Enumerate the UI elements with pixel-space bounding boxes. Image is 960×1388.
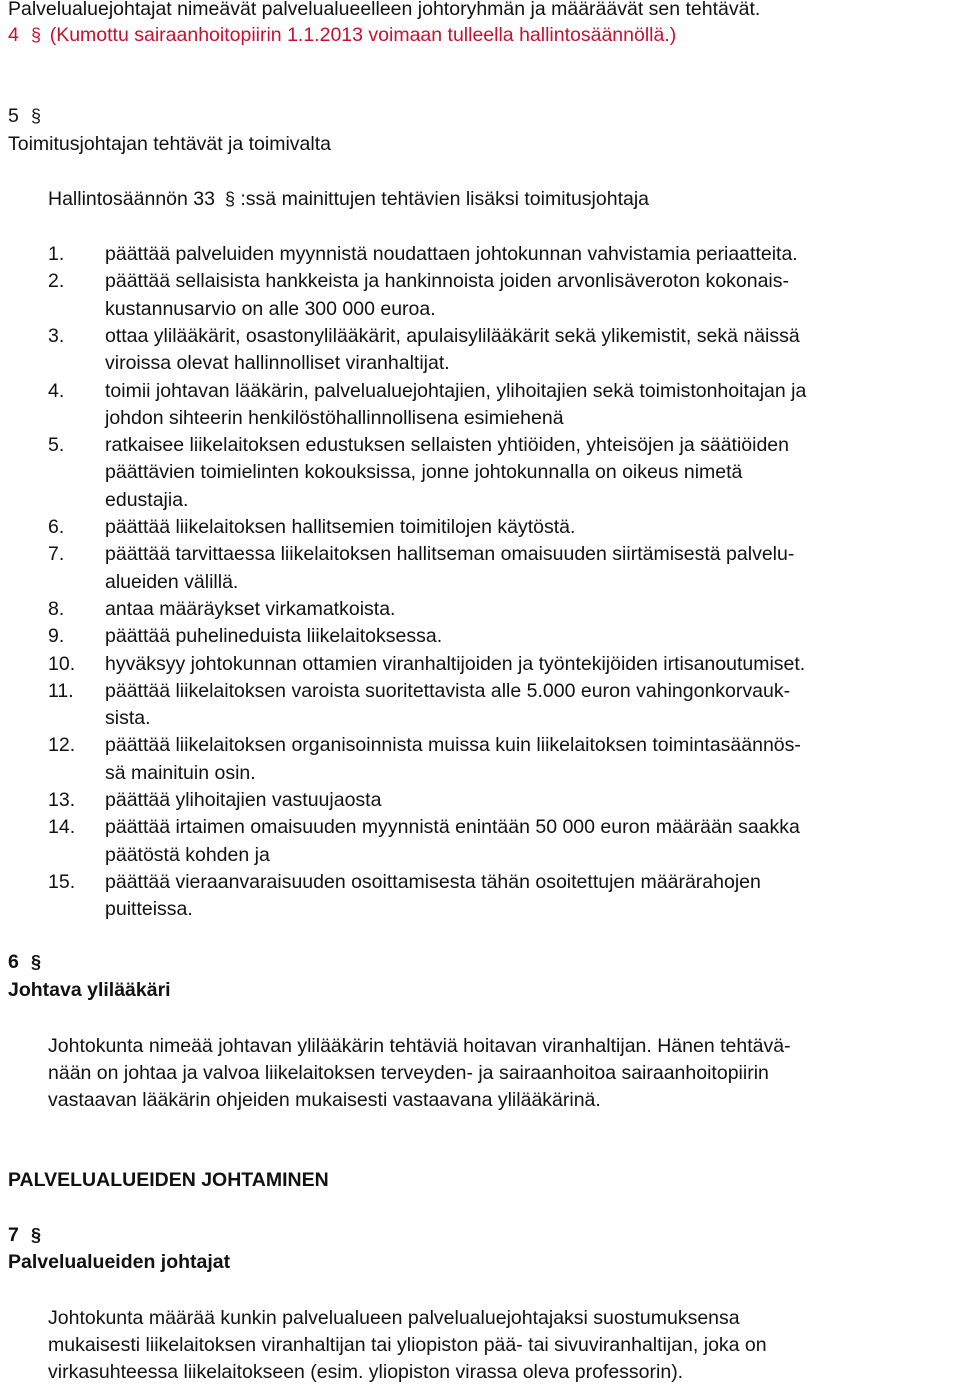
list-item-text: päättää ylihoitajien vastuujaosta [105,789,382,811]
list-item-number: 5. [48,434,65,457]
section-7-number-line [8,1222,44,1249]
list-item-text: edustajia. [105,488,189,511]
section-5-number-line [8,103,44,130]
section-5-intro [48,186,649,213]
list-item-text: sista. [105,707,151,730]
list-item-text: päättää liikelaitoksen varoista suoritettavista alle 5.000 euron vahingonkorvauk- [105,679,791,702]
list-item-number: 12. [48,734,76,757]
svg-text:§: § [31,107,42,125]
list-item-text: sä mainituin osin. [105,761,256,784]
list-item-text: päätöstä kohden ja [105,843,270,866]
section-sign-icon [224,190,238,208]
intro-line: Palvelualuejohtajat nimeävät palvelualueelleen johtoryhmän ja määräävät sen tehtävät. [8,0,761,20]
section-7-paragraph-line-2: mukaisesti liikelaitoksen viranhaltijan tai yliopiston pää- tai sivuviranhaltijan, joka on [48,1334,767,1356]
list-item-number: 1. [48,243,65,265]
list-item-text: päättää puhelineduista liikelaitoksessa. [105,625,443,648]
list-item-text: antaa määräykset virkamatkoista. [105,597,396,620]
section-5-number: 5 [8,105,19,127]
list-item-text: hyväksyy johtokunnan ottamien viranhaltijoiden ja työntekijöiden irtisanoutumiset. [105,652,806,675]
svg-text:§: § [31,26,42,44]
section-sign-icon [30,26,44,44]
list-item-text: päättää liikelaitoksen organisoinnista muissa kuin liikelaitoksen toimintasäännös- [105,734,801,757]
list-item-number: 9. [48,625,65,648]
list-item-number: 2. [48,270,65,293]
list-item-text: ottaa ylilääkärit, osastonylilääkärit, apulaisylilääkärit sekä ylikemistit, sekä näissä [105,324,800,347]
section-6-number-line [8,949,44,976]
section-6-paragraph-line-1: Johtokunta nimeää johtavan ylilääkärin tehtäviä hoitavan viranhaltijan. Hänen tehtävä- [48,1035,791,1057]
section-5-intro-start: Hallintosäännön 33 [48,188,215,210]
list-item-number: 3. [48,324,65,347]
list-item-text: päättää sellaisista hankkeista ja hankinnoista joiden arvonlisäveroton kokonais- [105,270,789,293]
list-item-text: ratkaisee liikelaitoksen edustuksen sellaisten yhtiöiden, yhteisöjen ja säätiöiden [105,434,789,457]
list-item-number: 11. [48,679,74,702]
section-6-title: Johtava ylilääkäri [8,979,171,1001]
section-4-number: 4 [8,24,19,46]
list-item-text: kustannusarvio on alle 300 000 euroa. [105,297,436,320]
section-4-heading [8,22,676,49]
list-item-number: 7. [48,543,65,566]
list-item-number: 13. [48,789,76,811]
section-4-note: (Kumottu sairaanhoitopiirin 1.1.2013 voimaan tulleella hallintosäännöllä.) [49,24,677,46]
section-6-paragraph-line-3: vastaavan lääkärin ohjeiden mukaisesti vastaavana ylilääkärinä. [48,1089,601,1111]
section-sign-icon [30,953,44,971]
section-7-paragraph-line-1: Johtokunta määrää kunkin palvelualueen palvelualuejohtajaksi suostumuksensa [48,1307,740,1329]
svg-text:§: § [31,953,42,971]
list-item-text: viroissa olevat hallinnolliset viranhaltijat. [105,352,450,375]
list-item-number: 4. [48,379,65,402]
list-item-number: 15. [48,870,76,893]
svg-text:§: § [225,190,236,208]
section-7-number: 7 [8,1224,19,1246]
list-item-text: johdon sihteerin henkilöstöhallinnollisena esimiehenä [105,406,564,429]
list-item-text: päättää irtaimen omaisuuden myynnistä enintään 50 000 euron määrään saakka [105,816,800,839]
list-item-text: toimii johtavan lääkärin, palvelualuejohtajien, ylihoitajien sekä toimistonhoitajan ja [105,379,807,402]
list-item-text: päättävien toimielinten kokouksissa, jonne johtokunnalla on oikeus nimetä [105,461,743,484]
section-5-intro-end: :ssä mainittujen tehtävien lisäksi toimitusjohtaja [240,188,650,210]
list-item-text: alueiden välillä. [105,570,239,593]
list-item-text: päättää liikelaitoksen hallitsemien toimitilojen käytöstä. [105,516,576,538]
section-7-title: Palvelualueiden johtajat [8,1251,231,1273]
section-6-paragraph-line-2: nään on johtaa ja valvoa liikelaitoksen terveyden- ja sairaanhoitoa sairaanhoitopiirin [48,1062,769,1084]
list-item-text: päättää vieraanvaraisuuden osoittamisesta tähän osoitettujen määrärahojen [105,870,761,893]
list-item-number: 8. [48,597,65,620]
section-5-title: Toimitusjohtajan tehtävät ja toimivalta [8,133,331,155]
list-item-text: puitteissa. [105,898,193,921]
section-sign-icon [30,1226,44,1244]
chapter-heading: PALVELUALUEIDEN JOHTAMINEN [8,1169,329,1191]
section-6-number: 6 [8,951,19,973]
list-item-number: 14. [48,816,76,839]
list-item-text: päättää tarvittaessa liikelaitoksen hallitseman omaisuuden siirtämisestä palvelu- [105,543,795,566]
list-item-number: 10. [48,652,76,675]
svg-text:§: § [31,1226,42,1244]
section-7-paragraph-line-3: virkasuhteessa liikelaitokseen (esim. yliopiston virassa oleva professorin). [48,1361,684,1383]
list-item-number: 6. [48,516,65,538]
section-sign-icon [30,107,44,125]
list-item-text: päättää palveluiden myynnistä noudattaen johtokunnan vahvistamia periaatteita. [105,243,798,265]
